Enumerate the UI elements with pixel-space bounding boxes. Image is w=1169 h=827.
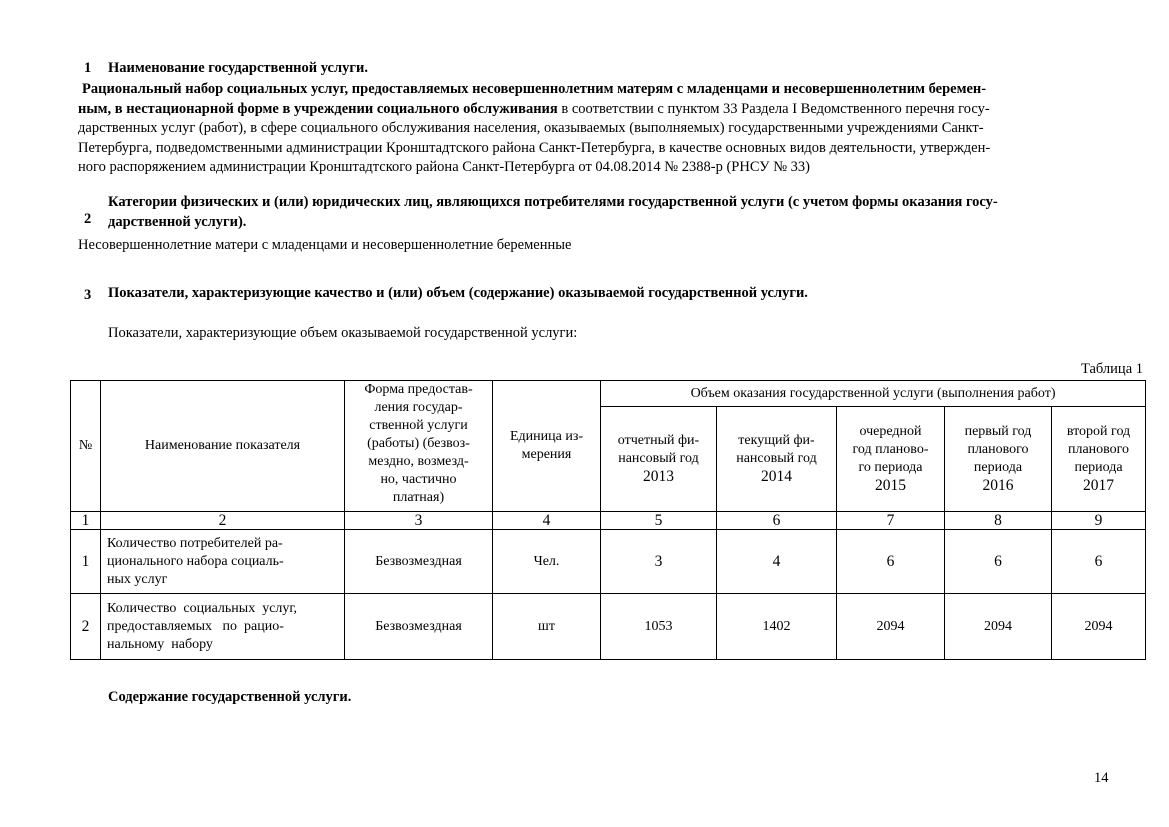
table-row (71, 594, 1146, 660)
row-indicator-line: предоставляемых по рацио- (107, 618, 284, 634)
column-number: 1 (71, 512, 101, 530)
page-number: 14 (1094, 770, 1109, 786)
section-2-text: Несовершеннолетние матери с младенцами и несовершеннолетние беременные (78, 237, 572, 253)
header-period (601, 407, 717, 512)
section-3-heading: Показатели, характеризующие качество и (или) объем (содержание) оказываемой государственной услуги. (108, 285, 808, 301)
header-period-year: 2017 (1083, 477, 1115, 494)
header-form-line: мездно, возмезд- (368, 454, 469, 469)
column-number: 6 (717, 512, 837, 530)
column-number: 8 (945, 512, 1052, 530)
section-1-text-line: Петербурга, подведомственными администрации Кронштадтского района Санкт-Петербурга, в качестве основных видов деятельности, утвержден- (78, 139, 991, 156)
header-period (1052, 407, 1146, 512)
section-2-heading-line: Категории физических и (или) юридических лиц, являющихся потребителями государственной услуги (с учетом формы оказания госу- (108, 194, 998, 210)
row-unit: шт (493, 594, 601, 660)
row-value: 2094 (945, 594, 1052, 660)
header-period-line: го периода (858, 460, 923, 475)
header-unit-line: Единица из- (509, 429, 584, 444)
row-indicator-line: Количество социальных услуг, (107, 600, 298, 616)
header-period-line: второй год (1066, 424, 1131, 439)
section-1-heading: Наименование государственной услуги. (108, 60, 368, 76)
header-period-year: 2016 (982, 477, 1014, 494)
header-period (945, 407, 1052, 512)
column-number: 4 (493, 512, 601, 530)
row-indicator-line: Количество потребителей ра- (107, 535, 283, 551)
table-row (71, 530, 1146, 594)
header-period-year: 2014 (761, 468, 792, 485)
header-period-line: текущий фи- (738, 433, 815, 448)
header-period-year: 2013 (643, 468, 674, 485)
header-period-line: отчетный фи- (617, 433, 700, 448)
section-1-text (78, 80, 1138, 178)
section-1-text-line: Рациональный набор социальных услуг, предоставляемых несовершеннолетним матерям с младенцами и несовершеннолетним беремен- (82, 81, 987, 97)
section-1-text-line: ным, в нестационарной форме в учреждении социального обслуживания в соответствии с пунктом 33 Раздела I Ведомственного перечня госу- (78, 100, 990, 117)
header-period (717, 407, 837, 512)
header-period-line: периода (973, 460, 1023, 475)
header-unit-line: мерения (521, 447, 572, 462)
column-number: 9 (1052, 512, 1146, 530)
row-number: 2 (71, 594, 101, 660)
header-period-line: первый год (964, 424, 1032, 439)
header-indicator: Наименование показателя (101, 381, 345, 512)
row-unit: Чел. (493, 530, 601, 594)
header-form-line: ления государ- (374, 400, 463, 415)
header-period-line: год планово- (852, 442, 929, 457)
header-period-line: периода (1074, 460, 1123, 475)
row-form: Безвозмездная (345, 530, 493, 594)
header-period-line: планового (1067, 442, 1130, 457)
row-value: 2094 (837, 594, 945, 660)
row-indicator-line: ционального набора социаль- (107, 553, 284, 569)
header-period-line: очередной (859, 424, 922, 439)
header-period (837, 407, 945, 512)
row-indicator-line: нальному набору (107, 636, 213, 652)
content-heading: Содержание государственной услуги. (108, 689, 352, 705)
header-volume: Объем оказания государственной услуги (выполнения работ) (601, 381, 1146, 407)
header-period-line: нансовый год (736, 451, 817, 466)
section-2-heading-line: дарственной услуги). (108, 214, 247, 230)
header-period-line: нансовый год (618, 451, 699, 466)
row-value: 1402 (717, 594, 837, 660)
row-value: 1053 (601, 594, 717, 660)
column-number: 5 (601, 512, 717, 530)
section-2-heading (108, 192, 1148, 232)
table-caption: Таблица 1 (1080, 361, 1143, 377)
section-3-number: 3 (84, 287, 92, 303)
row-value: 2094 (1052, 594, 1146, 660)
column-number: 2 (101, 512, 345, 530)
header-period-line: планового (967, 442, 1029, 457)
header-period-year: 2015 (875, 477, 906, 494)
header-no: № (71, 381, 101, 512)
row-indicator-line: ных услуг (107, 571, 168, 587)
section-1-number: 1 (84, 60, 92, 76)
header-form-line: платная) (392, 490, 445, 505)
header-form-line: но, частично (380, 472, 457, 487)
column-number-row (71, 512, 1146, 530)
header-form (345, 381, 493, 512)
header-form-line: Форма предостав- (364, 382, 473, 397)
row-indicator-name (101, 594, 345, 660)
section-2-number: 2 (84, 211, 92, 227)
header-form-line: (работы) (безвоз- (367, 436, 470, 451)
header-form-line: ственной услуги (369, 418, 468, 433)
section-1-text-line: ного распоряжением администрации Кронштадтского района Санкт-Петербурга от 04.08.2014 № 2388-р (РНСУ № 33) (78, 159, 810, 175)
row-form: Безвозмездная (345, 594, 493, 660)
section-1-text-line: дарственных услуг (работ), в сфере социального обслуживания населения, оказываемых (выполняемых) государственными учреждениями Санкт- (78, 120, 984, 136)
column-number: 3 (345, 512, 493, 530)
row-number: 1 (71, 530, 101, 594)
row-indicator-name (101, 530, 345, 594)
row-value: 6 (837, 530, 945, 594)
row-value: 6 (945, 530, 1052, 594)
row-value: 4 (717, 530, 837, 594)
row-value: 6 (1052, 530, 1146, 594)
row-value: 3 (601, 530, 717, 594)
section-3-subheading: Показатели, характеризующие объем оказываемой государственной услуги: (108, 325, 578, 341)
column-number: 7 (837, 512, 945, 530)
header-unit (493, 381, 601, 512)
volume-table (70, 380, 1146, 660)
